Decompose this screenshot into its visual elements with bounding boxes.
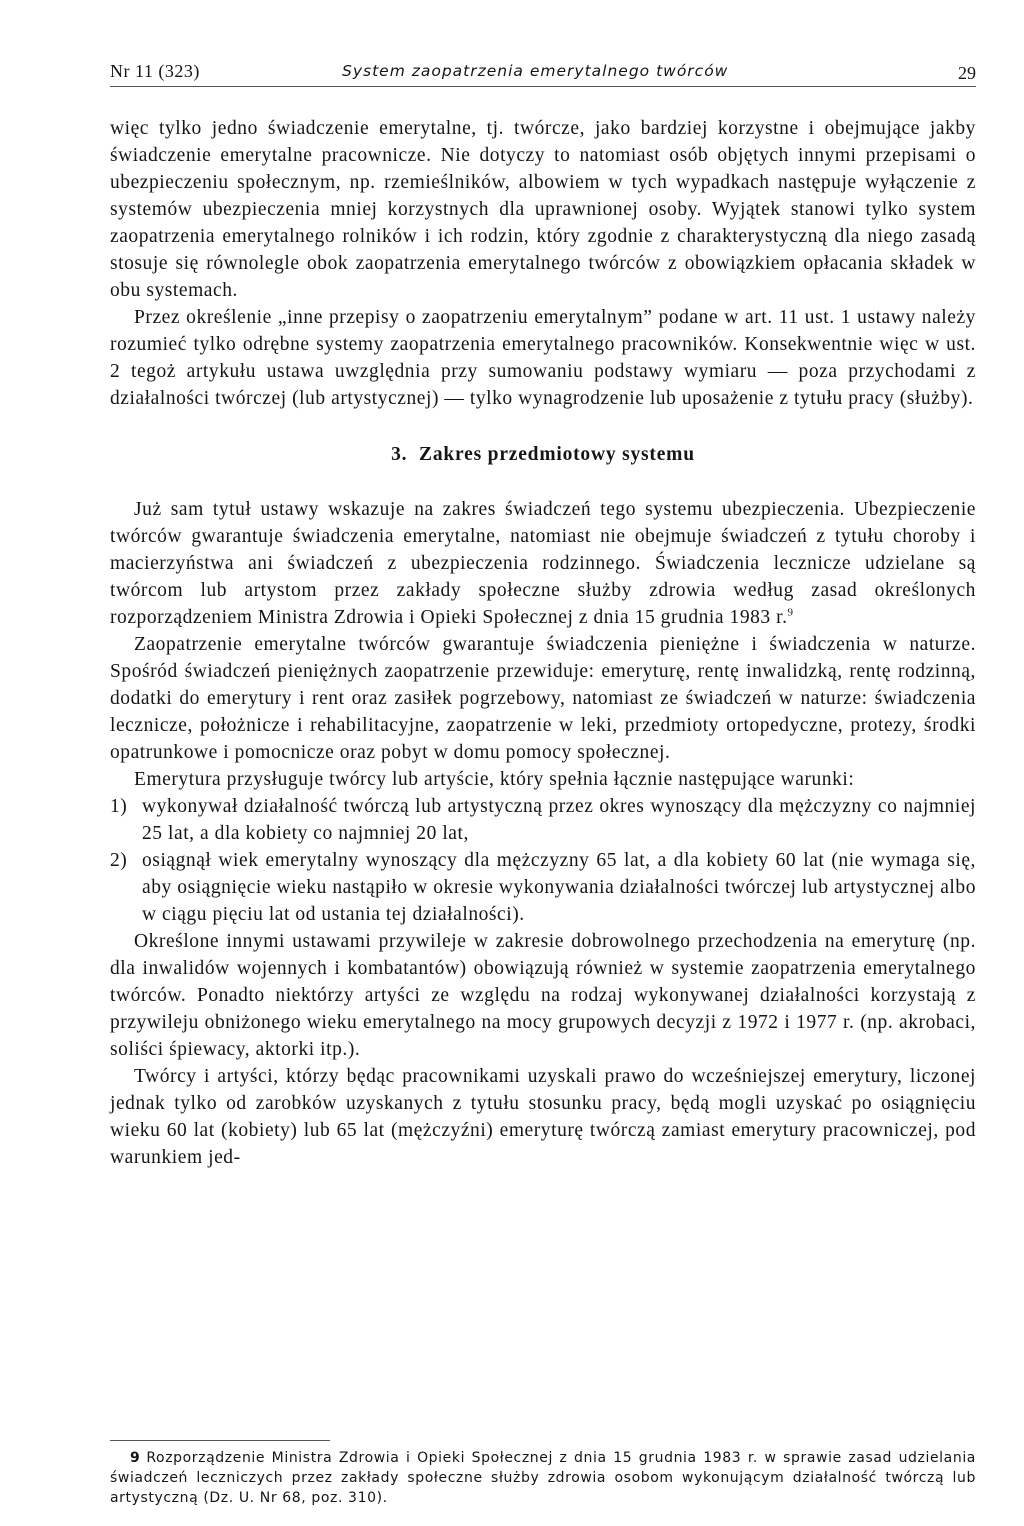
paragraph (110, 496, 976, 631)
list-item (110, 793, 976, 847)
list-item-number: 1) (110, 796, 128, 817)
list-item-text: osiągnął wiek emerytalny wynoszący dla mężczyzny 65 lat, a dla kobiety 60 lat (nie wymaga się, aby osiągnięcie wieku nastąpiło w okresie wykonywania działalności twórczej lub artystycznej albo w ciągu pięciu lat od ustania tej działalności). (142, 850, 976, 925)
footnote (110, 1448, 976, 1508)
body-text (110, 115, 976, 1171)
list-item-text: wykonywał działalność twórczą lub artystyczną przez okres wynoszący dla mężczyzny co najmniej 25 lat, a dla kobiety co najmniej 20 lat, (142, 796, 976, 844)
paragraph: Emerytura przysługuje twórcy lub artyście, który spełnia łącznie następujące warunki: (134, 769, 855, 790)
paragraph: Twórcy i artyści, którzy będąc pracownikami uzyskali prawo do wcześniejszej emerytury, liczonej jednak tylko od zarobków uzyskanych z tytułu stosunku pracy, będą mogli uzyskać po osiągnięciu wieku 60 lat (kobiety) lub 65 lat (mężczyźni) emeryturę twórczą zamiast emerytury pracowniczej, pod warunkiem jed- (110, 1066, 976, 1168)
section-number: 3. (391, 444, 408, 465)
header-rule (110, 86, 976, 87)
footnote-marker: 9 (130, 1450, 141, 1466)
paragraph: Określone innymi ustawami przywileje w zakresie dobrowolnego przechodzenia na emeryturę (np. dla inwalidów wojennych i kombatantów) obowiązują również w systemie zaopatrzenia emerytalnego twórców. Ponadto niektórzy artyści ze względu na rodzaj wykonywanej działalności korzystają z przywileju obniżonego wieku emerytalnego na mocy grupowych decyzji z 1972 i 1977 r. (np. akrobaci, soliści śpiewacy, aktorki itp.). (110, 931, 976, 1060)
running-title: System zaopatrzenia emerytalnego twórców (342, 62, 729, 80)
paragraph: Zaopatrzenie emerytalne twórców gwarantuje świadczenia pieniężne i świadczenia w naturze. Spośród świadczeń pieniężnych zaopatrzenie przewiduje: emeryturę, rentę inwalidzką, rentę rodzinną, dodatki do emerytury i rent oraz zasiłek pogrzebowy, natomiast ze świadczeń w naturze: świadczenia lecznicze, położnicze i rehabilitacyjne, zaopatrzenie w leki, przedmioty ortopedyczne, protezy, środki opatrunkowe i pomocnicze oraz pobyt w domu pomocy społecznej. (110, 634, 976, 763)
page-number: 29 (958, 63, 976, 83)
issue-number: Nr 11 (323) (110, 61, 200, 81)
paragraph-text: Już sam tytuł ustawy wskazuje na zakres świadczeń tego systemu ubezpieczenia. Ubezpieczenie twórców gwarantuje świadczenia emerytalne, natomiast nie obejmuje świadczeń z tytułu choroby i macierzyństwa ani świadczeń z ubezpieczenia rodzinnego. Świadczenia lecznicze udzielane są twórcom lub artystom przez zakłady społeczne służby zdrowia według zasad określonych rozporządzeniem Ministra Zdrowia i Opieki Społecznej z dnia 15 grudnia 1983 r. (110, 499, 976, 628)
footnote-reference: 9 (787, 606, 794, 619)
section-title: Zakres przedmiotowy systemu (419, 444, 695, 465)
paragraph: Przez określenie „inne przepisy o zaopatrzeniu emerytalnym” podane w art. 11 ust. 1 ustawy należy rozumieć tylko odrębne systemy zaopatrzenia emerytalnego pracowników. Konsekwentnie więc w ust. 2 tegoż artykułu ustawa uwzględnia przy sumowaniu podstawy wymiaru — poza przychodami z działalności twórczej (lub artystycznej) — tylko wynagrodzenie lub uposażenie z tytułu pracy (służby). (110, 307, 976, 409)
paragraph: więc tylko jedno świadczenie emerytalne, tj. twórcze, jako bardziej korzystne i obejmujące jakby świadczenie emerytalne pracownicze. Nie dotyczy to natomiast osób objętych innymi przepisami o ubezpieczeniu społecznym, np. rzemieślników, albowiem w tych wypadkach następuje wyłączenie z systemów ubezpieczenia mniej korzystnych dla uprawnionej osoby. Wyjątek stanowi tylko system zaopatrzenia emerytalnego rolników i ich rodzin, który zgodnie z charakterystyczną dla niego zasadą stosuje się równolegle obok zaopatrzenia emerytalnego twórców z obowiązkiem opłacania składek w obu systemach. (110, 118, 976, 301)
list-item-number: 2) (110, 850, 128, 871)
footnote-rule (110, 1440, 330, 1441)
list-item (110, 847, 976, 928)
footnote-text: Rozporządzenie Ministra Zdrowia i Opieki Społecznej z dnia 15 grudnia 1983 r. w sprawie zasad udzielania świadczeń leczniczych przez zakłady społeczne służby zdrowia osobom wykonującym działalność twórczą lub artystyczną (Dz. U. Nr 68, poz. 310). (110, 1450, 976, 1506)
section-heading (110, 441, 976, 468)
